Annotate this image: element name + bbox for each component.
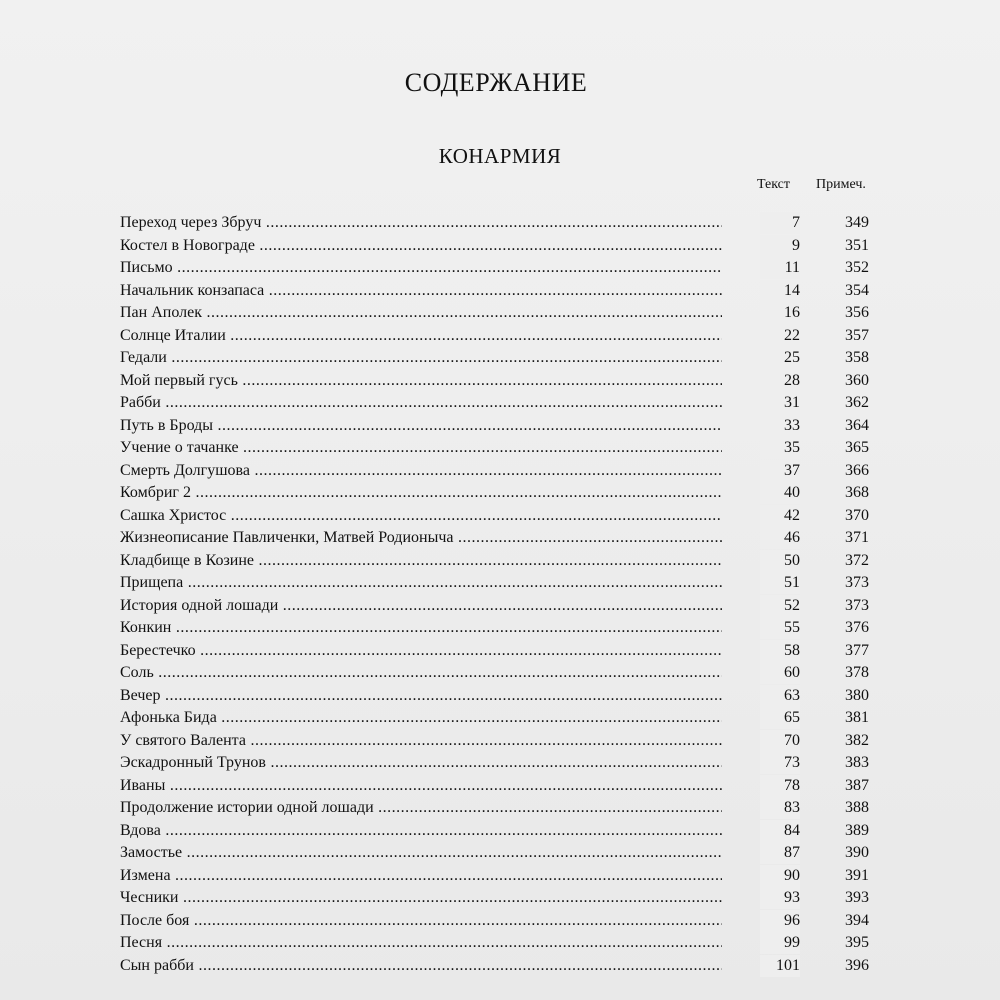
entry-page-number: 46 bbox=[760, 527, 800, 549]
entry-page-number: 96 bbox=[760, 910, 800, 932]
contents-entry bbox=[120, 775, 880, 798]
entry-page-number: 90 bbox=[760, 865, 800, 887]
entry-title: Начальник конзапаса ..... bbox=[120, 280, 722, 302]
entry-note-page-number: 373 bbox=[845, 596, 869, 614]
entry-title: Вечер ..... bbox=[120, 685, 722, 707]
entry-title: Письмо ..... bbox=[120, 257, 722, 279]
entry-note-page-number: 370 bbox=[845, 506, 869, 524]
entry-page-number: 99 bbox=[760, 932, 800, 954]
contents-entry bbox=[120, 820, 880, 843]
entry-page-number: 83 bbox=[760, 797, 800, 819]
entry-note-page-number: 395 bbox=[845, 934, 869, 951]
contents-entry bbox=[120, 370, 880, 393]
entry-page-number: 16 bbox=[760, 302, 800, 324]
entry-title: У святого Валента ..... bbox=[120, 730, 722, 752]
entry-title: Прищепа ..... bbox=[120, 572, 722, 594]
entry-note-page-number: 356 bbox=[845, 304, 869, 321]
entry-title: Солнце Италии ..... bbox=[120, 325, 722, 347]
entry-page-number: 33 bbox=[760, 415, 800, 437]
entry-page-number: 63 bbox=[760, 685, 800, 707]
contents-entry bbox=[120, 752, 880, 775]
entry-note-page-number: 362 bbox=[845, 394, 869, 411]
entry-title: Жизнеописание Павличенки, Матвей Родионыча ..... bbox=[120, 527, 722, 549]
entry-note-page-number: 357 bbox=[845, 326, 869, 344]
entry-title: Кладбище в Козине ..... bbox=[120, 550, 722, 572]
entry-page-number: 11 bbox=[760, 257, 800, 279]
entry-title: Пан Аполек ..... bbox=[120, 302, 722, 324]
entry-page-number: 35 bbox=[760, 437, 800, 459]
entry-title: Учение о тачанке ..... bbox=[120, 437, 722, 459]
contents-entry bbox=[120, 865, 880, 888]
entry-note-page-number: 389 bbox=[845, 821, 869, 839]
contents-entry bbox=[120, 730, 880, 753]
entry-page-number: 52 bbox=[760, 595, 800, 617]
contents-entry bbox=[120, 572, 880, 595]
entry-page-number: 31 bbox=[760, 392, 800, 414]
entry-page-number: 37 bbox=[760, 460, 800, 482]
entry-page-number: 14 bbox=[760, 280, 800, 302]
entry-note-page-number: 352 bbox=[845, 259, 869, 276]
entry-page-number: 84 bbox=[760, 820, 800, 842]
contents-entry bbox=[120, 550, 880, 573]
contents-entry bbox=[120, 325, 880, 348]
contents-entry bbox=[120, 257, 880, 280]
entry-title: Сын рабби ..... bbox=[120, 955, 722, 977]
contents-entry bbox=[120, 482, 880, 505]
contents-entry bbox=[120, 640, 880, 663]
entry-note-page-number: 360 bbox=[845, 371, 869, 389]
entry-title: Смерть Долгушова ..... bbox=[120, 460, 722, 482]
entry-page-number: 87 bbox=[760, 842, 800, 864]
contents-entry bbox=[120, 595, 880, 618]
entry-title: Переход через Збруч ..... bbox=[120, 212, 722, 234]
contents-entry bbox=[120, 280, 880, 303]
entry-page-number: 65 bbox=[760, 707, 800, 729]
contents-entry bbox=[120, 887, 880, 910]
entry-title: Афонька Бида ..... bbox=[120, 707, 722, 729]
entry-note-page-number: 393 bbox=[845, 889, 869, 906]
entry-note-page-number: 387 bbox=[845, 776, 869, 794]
entry-title: Соль ..... bbox=[120, 662, 722, 684]
contents-entry bbox=[120, 415, 880, 438]
entry-title: Вдова ..... bbox=[120, 820, 722, 842]
contents-entry bbox=[120, 460, 880, 483]
contents-entry bbox=[120, 505, 880, 528]
entry-note-page-number: 394 bbox=[845, 911, 869, 929]
contents-entry bbox=[120, 685, 880, 708]
column-header-notes: Примеч. bbox=[816, 177, 866, 192]
contents-entry bbox=[120, 955, 880, 978]
entry-title: После боя ..... bbox=[120, 910, 722, 932]
contents-entry bbox=[120, 662, 880, 685]
contents-entry bbox=[120, 437, 880, 460]
entry-note-page-number: 371 bbox=[845, 529, 869, 546]
contents-entry bbox=[120, 212, 880, 235]
entry-title: Конкин ..... bbox=[120, 617, 722, 639]
contents-entry bbox=[120, 302, 880, 325]
entry-note-page-number: 381 bbox=[845, 709, 869, 726]
entry-page-number: 7 bbox=[760, 212, 800, 234]
entry-note-page-number: 388 bbox=[845, 799, 869, 816]
entry-title: Комбриг 2 ..... bbox=[120, 482, 722, 504]
entry-page-number: 22 bbox=[760, 325, 800, 347]
entry-title: Мой первый гусь ..... bbox=[120, 370, 722, 392]
entry-note-page-number: 364 bbox=[845, 416, 869, 434]
entry-note-page-number: 368 bbox=[845, 484, 869, 501]
contents-entry bbox=[120, 842, 880, 865]
page-title: СОДЕРЖАНИЕ bbox=[404, 68, 588, 97]
entry-title: Берестечко ..... bbox=[120, 640, 722, 662]
entry-page-number: 60 bbox=[760, 662, 800, 684]
entry-page-number: 101 bbox=[760, 955, 800, 977]
entry-page-number: 25 bbox=[760, 347, 800, 369]
entry-note-page-number: 373 bbox=[845, 574, 869, 591]
entry-note-page-number: 372 bbox=[845, 551, 869, 569]
entry-page-number: 78 bbox=[760, 775, 800, 797]
section-title: КОНАРМИЯ bbox=[438, 144, 562, 168]
entry-note-page-number: 378 bbox=[845, 664, 869, 681]
entry-page-number: 55 bbox=[760, 617, 800, 639]
entry-note-page-number: 365 bbox=[845, 439, 869, 456]
contents-entry bbox=[120, 527, 880, 550]
contents-entry bbox=[120, 707, 880, 730]
entry-title: Иваны ..... bbox=[120, 775, 722, 797]
entry-title: Замостье ..... bbox=[120, 842, 722, 864]
entry-title: Эскадронный Трунов ..... bbox=[120, 752, 722, 774]
entry-note-page-number: 390 bbox=[845, 844, 869, 861]
entry-page-number: 28 bbox=[760, 370, 800, 392]
entry-title: Рабби ..... bbox=[120, 392, 722, 414]
contents-entry bbox=[120, 347, 880, 370]
entry-title: Чесники ..... bbox=[120, 887, 722, 909]
contents-list bbox=[120, 212, 880, 977]
entry-page-number: 70 bbox=[760, 730, 800, 752]
entry-page-number: 73 bbox=[760, 752, 800, 774]
contents-entry bbox=[120, 910, 880, 933]
entry-page-number: 50 bbox=[760, 550, 800, 572]
entry-title: Измена ..... bbox=[120, 865, 722, 887]
entry-note-page-number: 383 bbox=[845, 754, 869, 771]
entry-note-page-number: 351 bbox=[845, 236, 869, 254]
entry-note-page-number: 349 bbox=[845, 214, 869, 231]
entry-title: История одной лошади ..... bbox=[120, 595, 722, 617]
entry-note-page-number: 391 bbox=[845, 866, 869, 884]
entry-page-number: 40 bbox=[760, 482, 800, 504]
entry-note-page-number: 358 bbox=[845, 349, 869, 366]
entry-title: Гедали ..... bbox=[120, 347, 722, 369]
entry-note-page-number: 396 bbox=[845, 956, 869, 974]
entry-note-page-number: 382 bbox=[845, 731, 869, 749]
contents-entry bbox=[120, 932, 880, 955]
entry-page-number: 42 bbox=[760, 505, 800, 527]
entry-page-number: 93 bbox=[760, 887, 800, 909]
entry-note-page-number: 376 bbox=[845, 619, 869, 636]
entry-title: Песня ..... bbox=[120, 932, 722, 954]
entry-page-number: 51 bbox=[760, 572, 800, 594]
entry-note-page-number: 366 bbox=[845, 461, 869, 479]
contents-entry bbox=[120, 617, 880, 640]
contents-entry bbox=[120, 392, 880, 415]
entry-note-page-number: 377 bbox=[845, 641, 869, 659]
entry-title: Костел в Новограде ..... bbox=[120, 235, 722, 257]
entry-note-page-number: 354 bbox=[845, 281, 869, 299]
entry-page-number: 58 bbox=[760, 640, 800, 662]
entry-title: Продолжение истории одной лошади ..... bbox=[120, 797, 722, 819]
entry-note-page-number: 380 bbox=[845, 686, 869, 704]
contents-entry bbox=[120, 797, 880, 820]
entry-page-number: 9 bbox=[760, 235, 800, 257]
column-header-text: Текст bbox=[757, 177, 791, 192]
entry-title: Сашка Христос ..... bbox=[120, 505, 722, 527]
contents-entry bbox=[120, 235, 880, 258]
entry-title: Путь в Броды ..... bbox=[120, 415, 722, 437]
